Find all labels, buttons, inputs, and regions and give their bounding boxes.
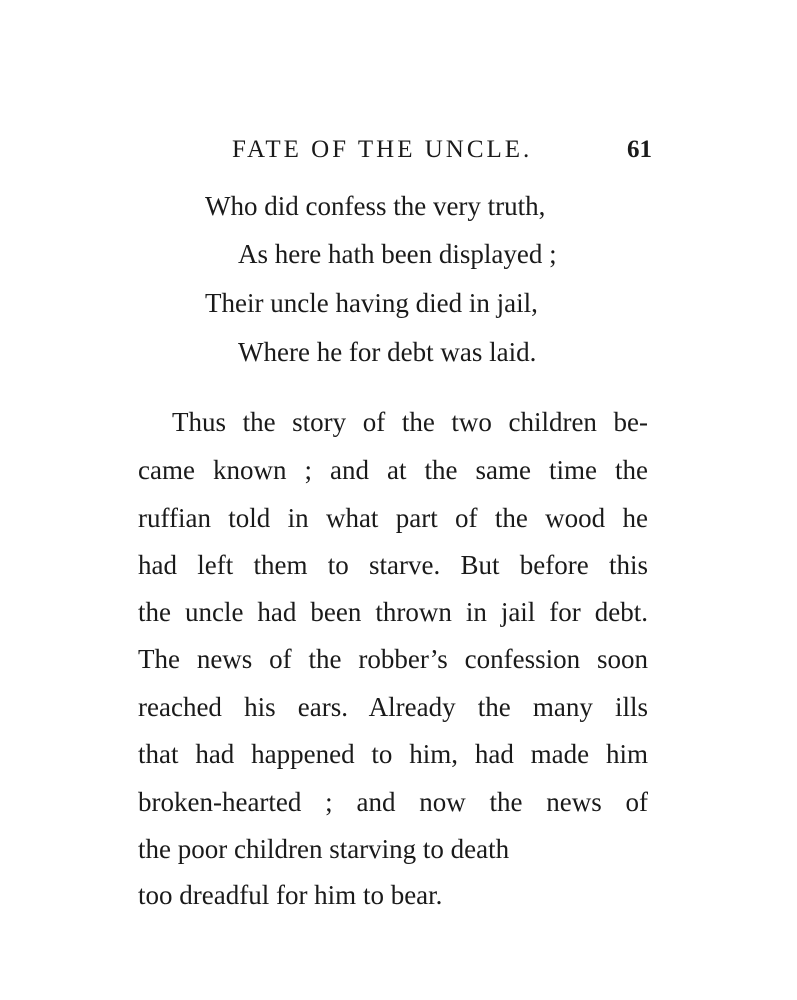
- prose-line: the uncle had been thrown in jail for debt.: [138, 597, 648, 627]
- verse-line: As here hath been displayed ;: [238, 239, 557, 269]
- verse-line: Who did confess the very truth,: [205, 191, 546, 221]
- running-title: FATE OF THE UNCLE.: [232, 136, 533, 163]
- verse-line: Their uncle having died in jail,: [205, 288, 538, 318]
- prose-line: ruffian told in what part of the wood he: [138, 503, 648, 533]
- prose-line: Thus the story of the two children be-: [172, 407, 648, 437]
- prose-line: the poor children starving to death: [138, 834, 510, 864]
- prose-line: broken-hearted ; and now the news of: [138, 787, 648, 817]
- prose-line: reached his ears. Already the many ills: [138, 692, 648, 722]
- prose-line: too dreadful for him to bear.: [138, 880, 443, 910]
- prose-line: came known ; and at the same time the: [138, 455, 648, 485]
- prose-line: that had happened to him, had made him: [138, 739, 648, 769]
- verse-line: Where he for debt was laid.: [238, 337, 537, 367]
- page-number: 61: [627, 136, 652, 163]
- prose-line: had left them to starve. But before this: [138, 550, 648, 580]
- page-header: [232, 133, 652, 167]
- prose-line: The news of the robber’s confession soon: [138, 644, 648, 674]
